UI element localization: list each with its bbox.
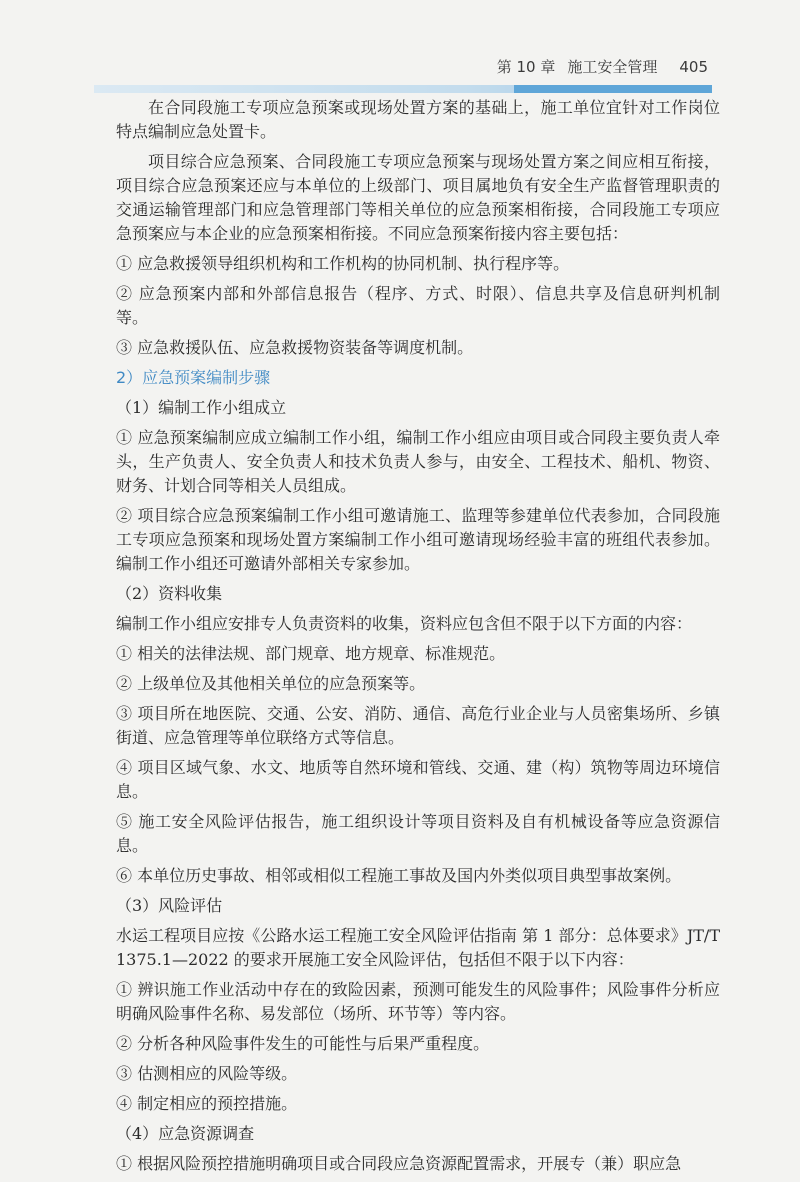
list-item: ③ 项目所在地医院、交通、公安、消防、通信、高危行业企业与人员密集场所、乡镇街道、应急管理等单位联络方式等信息。 (116, 704, 720, 747)
list-item: ⑤ 施工安全风险评估报告，施工组织设计等项目资料及自有机械设备等应急资源信息。 (116, 812, 720, 855)
body-text (116, 96, 720, 1182)
paragraph: 水运工程项目应按《公路水运工程施工安全风险评估指南 第 1 部分：总体要求》JT/T 1375.1—2022 的要求开展施工安全风险评估，包括但不限于以下内容： (116, 926, 720, 969)
list-item: ① 辨识施工作业活动中存在的致险因素，预测可能发生的风险事件；风险事件分析应明确风险事件名称、易发部位（场所、环节等）等内容。 (116, 980, 720, 1023)
section-heading (116, 366, 720, 390)
chapter-number: 第 10 章 (496, 58, 556, 76)
page-header (0, 0, 800, 90)
page-number: 405 (679, 58, 708, 76)
list-item: ① 相关的法律法规、部门规章、地方规章、标准规范。 (116, 644, 506, 663)
chapter-title: 施工安全管理 (567, 58, 658, 76)
list-item: ④ 项目区域气象、水文、地质等自然环境和管线、交通、建（构）筑物等周边环境信息。 (116, 758, 720, 801)
list-item: ⑥ 本单位历史事故、相邻或相似工程施工事故及国内外类似项目典型事故案例。 (116, 866, 682, 885)
list-item: ② 应急预案内部和外部信息报告（程序、方式、时限）、信息共享及信息研判机制等。 (116, 284, 720, 327)
list-item: ② 上级单位及其他相关单位的应急预案等。 (116, 674, 426, 693)
list-item: ① 应急预案编制应成立编制工作小组，编制工作小组应由项目或合同段主要负责人牵头，生产负责人、安全负责人和技术负责人参与，由安全、工程技术、船机、物资、财务、计划合同等相关人员组成。 (116, 428, 720, 495)
subsection-heading: （1）编制工作小组成立 (116, 398, 287, 417)
list-item: ② 分析各种风险事件发生的可能性与后果严重程度。 (116, 1034, 490, 1053)
list-item: ① 根据风险预控措施明确项目或合同段应急资源配置需求，开展专（兼）职应急 (116, 1154, 682, 1173)
paragraph: 在合同段施工专项应急预案或现场处置方案的基础上，施工单位宜针对工作岗位特点编制应急处置卡。 (116, 98, 720, 141)
list-item: ③ 应急救援队伍、应急救援物资装备等调度机制。 (116, 338, 474, 357)
section-heading-text: 2）应急预案编制步骤 (116, 368, 271, 387)
subsection-heading: （4）应急资源调查 (116, 1124, 255, 1143)
running-head (497, 56, 708, 77)
subsection-heading: （3）风险评估 (116, 896, 223, 915)
paragraph: 编制工作小组应安排专人负责资料的收集，资料应包含但不限于以下方面的内容： (116, 614, 693, 633)
list-item: ① 应急救援领导组织机构和工作机构的协同机制、执行程序等。 (116, 254, 570, 273)
paragraph: 项目综合应急预案、合同段施工专项应急预案与现场处置方案之间应相互衔接，项目综合应急预案还应与本单位的上级部门、项目属地负有安全生产监督管理职责的交通运输管理部门和应急管理部门等相关单位的应急预案相衔接，合同段施工专项应急预案应与本企业的应急预案相衔接。不同应急预案衔接内容主要包括： (116, 152, 720, 243)
list-item: ④ 制定相应的预控措施。 (116, 1094, 298, 1113)
header-rule-accent (514, 85, 712, 93)
subsection-heading: （2）资料收集 (116, 584, 223, 603)
list-item: ② 项目综合应急预案编制工作小组可邀请施工、监理等参建单位代表参加，合同段施工专项应急预案和现场处置方案编制工作小组可邀请现场经验丰富的班组代表参加。编制工作小组还可邀请外部相关专家参加。 (116, 506, 720, 573)
list-item: ③ 估测相应的风险等级。 (116, 1064, 298, 1083)
